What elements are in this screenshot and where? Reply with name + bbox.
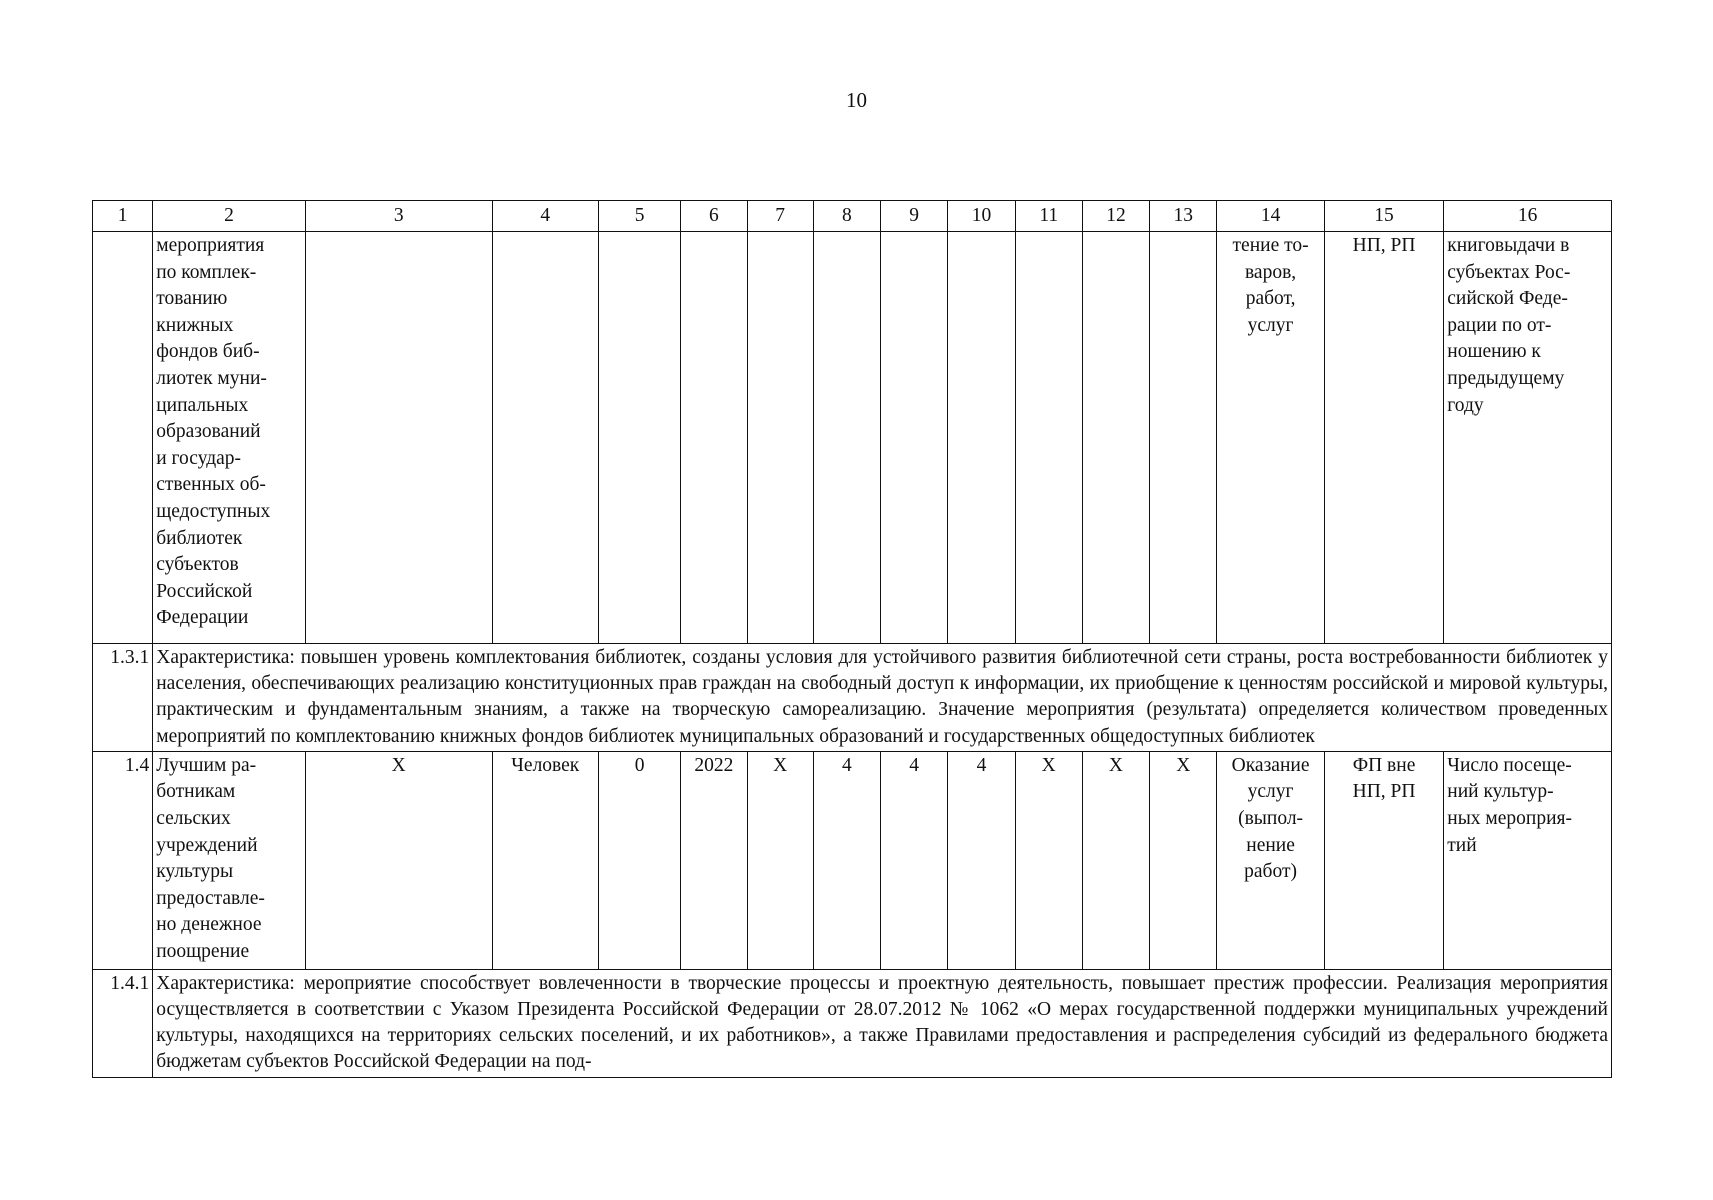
row-1-4-1-description: Характеристика: мероприятие способствует вовлеченности в творческие процессы и проектную деятельность, повышает престиж профессии. Реализация мероприятия осуществляется в соответствии с Указом Президента Российской Федерации от 28.07.2012 № 1062 «О мерах государственной поддержки муниципальных учреждений культуры, находящихся на территориях сельских поселений, и их работников», а также Правилами предоставления и распределения субсидий из федерального бюджета бюджетам субъектов Российской Федерации на под- xyxy=(153,969,1612,1077)
row-a-col12 xyxy=(1082,232,1149,644)
table-row xyxy=(93,232,1612,644)
col-header-6: 6 xyxy=(681,201,747,232)
row-1-4-number: 1.4 xyxy=(93,751,153,969)
row-1-3-1-description: Характеристика: повышен уровень комплектования библиотек, созданы условия для устойчивого развития библиотечной сети страны, роста востребованности библиотек у населения, обеспечивающих реализацию конституционных прав граждан на свободный доступ к информации, их приобщение к ценностям российской и мировой культуры, практическим и фундаментальным знаниям, а также на творческую самореализацию. Значение мероприятия (результата) определяется количеством проведенных мероприятий по комплектованию книжных фондов библиотек муниципальных образований и государственных общедоступных библиотек xyxy=(153,644,1612,752)
col-header-5: 5 xyxy=(598,201,680,232)
row-a-col9 xyxy=(881,232,948,644)
row-1-4-base-year: 2022 xyxy=(681,751,747,969)
col-header-11: 11 xyxy=(1015,201,1082,232)
row-a-col11 xyxy=(1015,232,1082,644)
col-header-13: 13 xyxy=(1150,201,1217,232)
col-header-15: 15 xyxy=(1324,201,1443,232)
row-1-4-col7: X xyxy=(747,751,813,969)
table-row xyxy=(93,751,1612,969)
row-a-source: НП, РП xyxy=(1324,232,1443,644)
row-a-col8 xyxy=(813,232,880,644)
row-a-col5 xyxy=(598,232,680,644)
row-a-col13 xyxy=(1150,232,1217,644)
column-number-row xyxy=(93,201,1612,232)
col-header-4: 4 xyxy=(492,201,598,232)
row-1-4-indicator: Число посеще- ний культур- ных мероприя- тий xyxy=(1444,751,1612,969)
row-a-col7 xyxy=(747,232,813,644)
row-a-col10 xyxy=(948,232,1015,644)
row-a-indicator: книговыдачи в субъектах Рос- сийской Феде- рации по от- ношению к предыдущему году xyxy=(1444,232,1612,644)
row-1-4-col12: X xyxy=(1082,751,1149,969)
row-1-4-unit: Человек xyxy=(492,751,598,969)
row-1-4-col13: X xyxy=(1150,751,1217,969)
row-1-4-col3: X xyxy=(305,751,492,969)
row-1-4-col11: X xyxy=(1015,751,1082,969)
row-1-3-1-number: 1.3.1 xyxy=(93,644,153,752)
row-1-4-1-number: 1.4.1 xyxy=(93,969,153,1077)
row-a-col1 xyxy=(93,232,153,644)
row-1-4-measure-name: Лучшим ра- ботникам сельских учреждений культуры предоставле- но денежное поощрение xyxy=(153,751,306,969)
row-a-col6 xyxy=(681,232,747,644)
row-a-type: тение то- варов, работ, услуг xyxy=(1217,232,1324,644)
program-table xyxy=(92,200,1612,1078)
col-header-9: 9 xyxy=(881,201,948,232)
row-1-4-col8: 4 xyxy=(813,751,880,969)
row-1-4-type: Оказание услуг (выпол- нение работ) xyxy=(1217,751,1324,969)
page-number: 10 xyxy=(846,88,867,112)
col-header-16: 16 xyxy=(1444,201,1612,232)
row-a-col3 xyxy=(305,232,492,644)
row-1-4-col9: 4 xyxy=(881,751,948,969)
row-a-measure-name: мероприятия по комплек- тованию книжных фондов биб- лиотек муни- ципальных образований и государ- ственных об- щедоступных библиотек субъектов Российской Федерации xyxy=(153,232,306,644)
col-header-1: 1 xyxy=(93,201,153,232)
col-header-12: 12 xyxy=(1082,201,1149,232)
col-header-3: 3 xyxy=(305,201,492,232)
row-1-4-source: ФП вне НП, РП xyxy=(1324,751,1443,969)
row-a-col4 xyxy=(492,232,598,644)
table-row xyxy=(93,969,1612,1077)
col-header-7: 7 xyxy=(747,201,813,232)
col-header-14: 14 xyxy=(1217,201,1324,232)
row-1-4-col10: 4 xyxy=(948,751,1015,969)
col-header-2: 2 xyxy=(153,201,306,232)
col-header-8: 8 xyxy=(813,201,880,232)
row-1-4-base-value: 0 xyxy=(598,751,680,969)
table-row xyxy=(93,644,1612,752)
col-header-10: 10 xyxy=(948,201,1015,232)
